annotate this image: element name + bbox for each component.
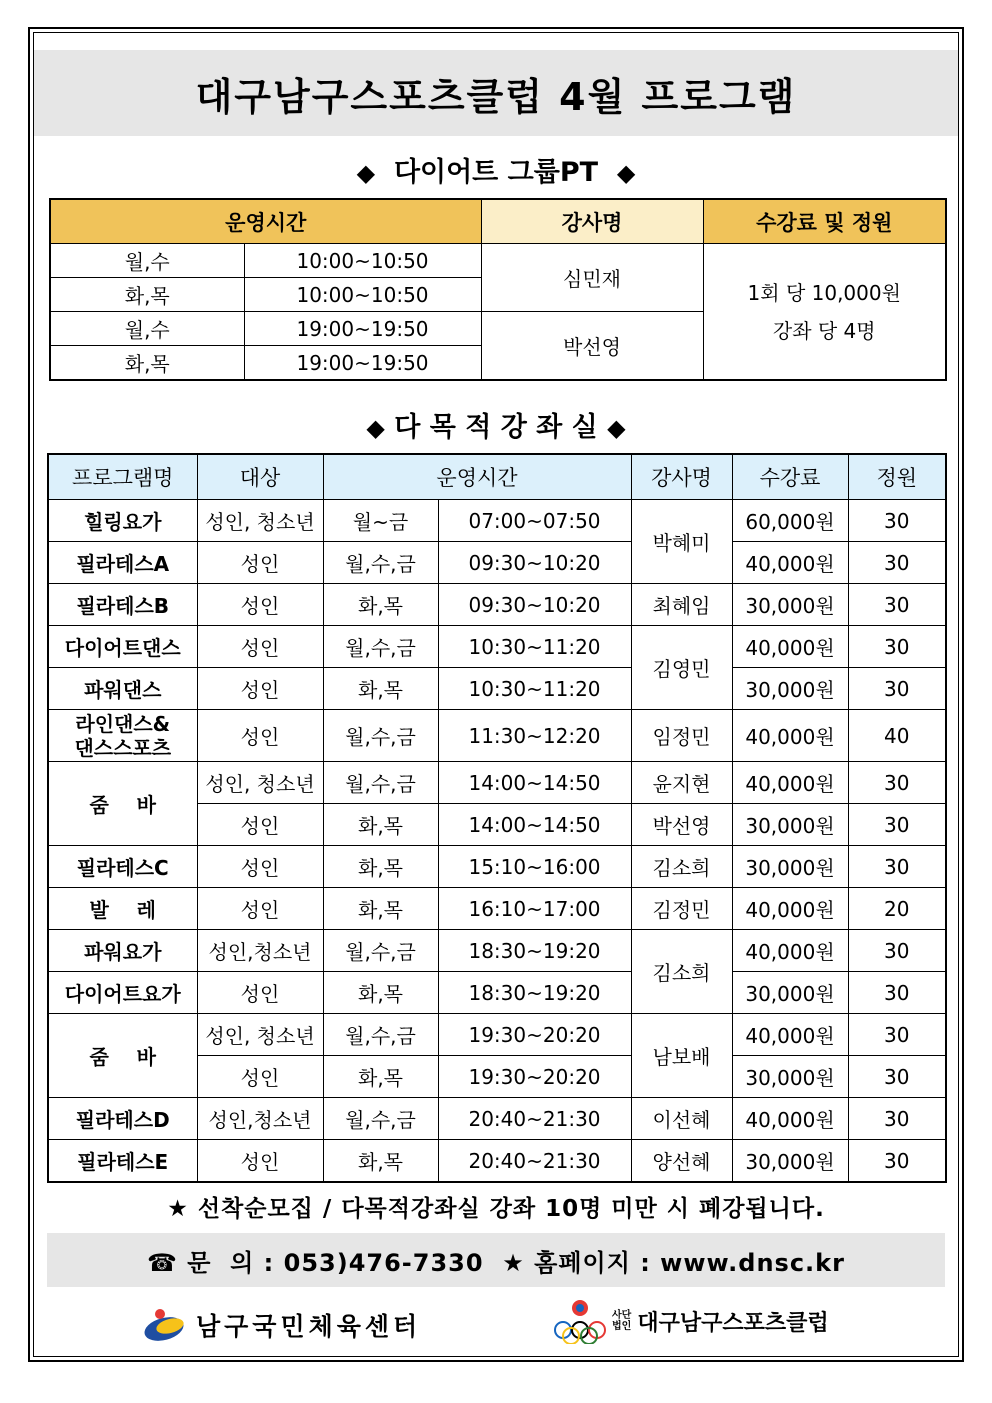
program-cell: 필라테스C: [48, 846, 197, 888]
table-row: [48, 1014, 946, 1056]
target-cell: 성인, 청소년: [197, 762, 323, 804]
target-cell: 성인: [197, 1056, 323, 1098]
capacity-cell: 30: [848, 542, 946, 584]
header-target: 대상: [197, 454, 323, 500]
target-cell: 성인: [197, 972, 323, 1014]
days-cell: 월,수,금: [323, 1098, 438, 1140]
program-cell: 필라테스E: [48, 1140, 197, 1183]
days-cell: 월,수,금: [323, 626, 438, 668]
days-cell: 월,수,금: [323, 930, 438, 972]
instructor-cell: 김소희: [631, 846, 732, 888]
capacity-cell: 30: [848, 1098, 946, 1140]
fee-cell: 40,000원: [732, 1014, 848, 1056]
diamond-icon: ◆: [607, 414, 626, 442]
days-cell: 화,목: [323, 972, 438, 1014]
table-row: [48, 972, 946, 1014]
sports-center-emblem-icon: [140, 1305, 188, 1345]
program-cell: 파워요가: [48, 930, 197, 972]
target-cell: 성인: [197, 668, 323, 710]
program-cell: 필라테스B: [48, 584, 197, 626]
days-cell: 월,수,금: [323, 542, 438, 584]
capacity-cell: 30: [848, 846, 946, 888]
instructor-cell: 박혜미: [631, 500, 732, 584]
instructor-cell: 남보배: [631, 1014, 732, 1098]
time-cell: 20:40~21:30: [438, 1098, 631, 1140]
target-cell: 성인: [197, 888, 323, 930]
days-cell: 월,수: [50, 312, 244, 346]
fee-cell: 40,000원: [732, 1098, 848, 1140]
instructor-cell: 박선영: [631, 804, 732, 846]
header-instructor: 강사명: [631, 454, 732, 500]
program-cell: 줌 바: [48, 762, 197, 846]
program-cell: [48, 710, 197, 762]
instructor-cell: 김영민: [631, 626, 732, 710]
diamond-icon: ◆: [616, 159, 636, 187]
target-cell: 성인: [197, 846, 323, 888]
table-row: [50, 244, 946, 278]
table-row: [48, 762, 946, 804]
capacity-cell: 30: [848, 626, 946, 668]
header-time: 운영시간: [50, 199, 481, 244]
days-cell: 화,목: [323, 1056, 438, 1098]
table-row: [48, 542, 946, 584]
time-cell: 09:30~10:20: [438, 584, 631, 626]
target-cell: 성인: [197, 626, 323, 668]
instructor-cell: 박선영: [481, 312, 703, 381]
group-pt-table: [49, 198, 947, 381]
olympic-rings-emblem-icon: [553, 1298, 608, 1344]
target-cell: 성인: [197, 804, 323, 846]
program-cell: 다이어트댄스: [48, 626, 197, 668]
multipurpose-heading: 다 목 적 강 좌 실: [394, 412, 598, 443]
fee-cell: 40,000원: [732, 626, 848, 668]
time-cell: 14:00~14:50: [438, 762, 631, 804]
target-cell: 성인: [197, 710, 323, 762]
days-cell: 화,목: [50, 346, 244, 381]
days-cell: 월,수,금: [323, 710, 438, 762]
time-cell: 19:30~20:20: [438, 1056, 631, 1098]
table-row: [48, 626, 946, 668]
instructor-cell: 최혜임: [631, 584, 732, 626]
program-line: 댄스스포츠: [74, 735, 172, 760]
capacity-line: 강좌 당 4명: [772, 318, 876, 343]
instructor-cell: 윤지현: [631, 762, 732, 804]
table-row: [48, 584, 946, 626]
table-row: [48, 1140, 946, 1183]
contact-text: ☎ 문 의 : 053)476-7330 ★ 홈페이지 : www.dnsc.kr: [147, 1248, 845, 1277]
days-cell: 월,수,금: [323, 1014, 438, 1056]
time-cell: 15:10~16:00: [438, 846, 631, 888]
header-fee: 수강료: [732, 454, 848, 500]
fee-cell: 40,000원: [732, 542, 848, 584]
days-cell: 화,목: [323, 804, 438, 846]
table-row: [48, 500, 946, 542]
time-cell: 16:10~17:00: [438, 888, 631, 930]
time-cell: 19:30~20:20: [438, 1014, 631, 1056]
fee-cell: 30,000원: [732, 1056, 848, 1098]
capacity-cell: 30: [848, 668, 946, 710]
capacity-cell: 40: [848, 710, 946, 762]
time-cell: 18:30~19:20: [438, 930, 631, 972]
instructor-cell: 이선혜: [631, 1098, 732, 1140]
capacity-cell: 30: [848, 1140, 946, 1183]
days-cell: 화,목: [50, 278, 244, 312]
capacity-cell: 30: [848, 972, 946, 1014]
time-cell: 07:00~07:50: [438, 500, 631, 542]
instructor-cell: 양선혜: [631, 1140, 732, 1183]
header-fee: 수강료 및 정원: [703, 199, 946, 244]
fee-cell: 40,000원: [732, 762, 848, 804]
table-row: [48, 930, 946, 972]
table-row: [48, 668, 946, 710]
days-cell: 화,목: [323, 668, 438, 710]
corporation-label-line: 법인: [612, 1321, 632, 1332]
time-cell: 14:00~14:50: [438, 804, 631, 846]
table-row: [48, 1098, 946, 1140]
target-cell: 성인: [197, 542, 323, 584]
days-cell: 월~금: [323, 500, 438, 542]
section-heading-group-pt: [34, 150, 958, 189]
capacity-cell: 30: [848, 804, 946, 846]
left-org-name: 남구국민체육센터: [196, 1312, 422, 1341]
target-cell: 성인: [197, 1140, 323, 1183]
days-cell: 화,목: [323, 584, 438, 626]
page-title: 대구남구스포츠클럽 4월 프로그램: [195, 74, 797, 119]
fee-cell: 30,000원: [732, 846, 848, 888]
table-row: [48, 710, 946, 762]
fee-cell: 30,000원: [732, 584, 848, 626]
capacity-cell: 30: [848, 500, 946, 542]
corporation-label-line: 사단: [612, 1310, 632, 1321]
fee-cell: 40,000원: [732, 888, 848, 930]
program-line: 라인댄스&: [75, 711, 171, 736]
time-cell: 10:30~11:20: [438, 668, 631, 710]
fee-cell: 30,000원: [732, 804, 848, 846]
fee-cell: 30,000원: [732, 1140, 848, 1183]
multipurpose-table: [47, 453, 947, 1183]
corporation-label: [612, 1310, 631, 1332]
capacity-cell: 20: [848, 888, 946, 930]
program-cell: 힐링요가: [48, 500, 197, 542]
group-pt-heading: 다이어트 그룹PT: [393, 157, 599, 188]
header-capacity: 정원: [848, 454, 946, 500]
table-row: [48, 888, 946, 930]
section-heading-multipurpose: [34, 405, 958, 444]
days-cell: 월,수: [50, 244, 244, 278]
days-cell: 화,목: [323, 846, 438, 888]
diamond-icon: ◆: [356, 159, 376, 187]
diamond-icon: ◆: [366, 414, 385, 442]
notice-text: ★ 선착순모집 / 다목적강좌실 강좌 10명 미만 시 폐강됩니다.: [167, 1196, 825, 1222]
program-cell: 파워댄스: [48, 668, 197, 710]
capacity-cell: 30: [848, 762, 946, 804]
target-cell: 성인,청소년: [197, 930, 323, 972]
time-cell: 10:00~10:50: [244, 278, 481, 312]
days-cell: 화,목: [323, 1140, 438, 1183]
fee-line: 1회 당 10,000원: [747, 280, 901, 305]
instructor-cell: 김정민: [631, 888, 732, 930]
days-cell: 화,목: [323, 888, 438, 930]
target-cell: 성인, 청소년: [197, 1014, 323, 1056]
program-cell: 다이어트요가: [48, 972, 197, 1014]
program-cell: 필라테스D: [48, 1098, 197, 1140]
fee-cell: 40,000원: [732, 930, 848, 972]
instructor-cell: 김소희: [631, 930, 732, 1014]
target-cell: 성인,청소년: [197, 1098, 323, 1140]
time-cell: 20:40~21:30: [438, 1140, 631, 1183]
fee-cell: [703, 244, 946, 381]
header-time: 운영시간: [323, 454, 631, 500]
program-cell: 줌 바: [48, 1014, 197, 1098]
daegu-namgu-sports-club-logo: [553, 1298, 829, 1344]
time-cell: 10:00~10:50: [244, 244, 481, 278]
capacity-cell: 30: [848, 1056, 946, 1098]
program-cell: 발 레: [48, 888, 197, 930]
fee-cell: 30,000원: [732, 668, 848, 710]
instructor-cell: 임정민: [631, 710, 732, 762]
time-cell: 18:30~19:20: [438, 972, 631, 1014]
fee-cell: 30,000원: [732, 972, 848, 1014]
time-cell: 19:00~19:50: [244, 312, 481, 346]
fee-cell: 60,000원: [732, 500, 848, 542]
table-row: [48, 846, 946, 888]
header-program: 프로그램명: [48, 454, 197, 500]
capacity-cell: 30: [848, 584, 946, 626]
program-cell: 필라테스A: [48, 542, 197, 584]
capacity-cell: 30: [848, 1014, 946, 1056]
target-cell: 성인: [197, 584, 323, 626]
days-cell: 월,수,금: [323, 762, 438, 804]
nam-gu-sports-center-logo: [140, 1305, 421, 1345]
time-cell: 11:30~12:20: [438, 710, 631, 762]
title-band: [34, 50, 958, 136]
contact-band: [47, 1233, 945, 1287]
header-instructor: 강사명: [481, 199, 703, 244]
right-org-name: 대구남구스포츠클럽: [637, 1310, 829, 1336]
instructor-cell: 심민재: [481, 244, 703, 312]
capacity-cell: 30: [848, 930, 946, 972]
time-cell: 19:00~19:50: [244, 346, 481, 381]
time-cell: 10:30~11:20: [438, 626, 631, 668]
fee-cell: 40,000원: [732, 710, 848, 762]
target-cell: 성인, 청소년: [197, 500, 323, 542]
time-cell: 09:30~10:20: [438, 542, 631, 584]
